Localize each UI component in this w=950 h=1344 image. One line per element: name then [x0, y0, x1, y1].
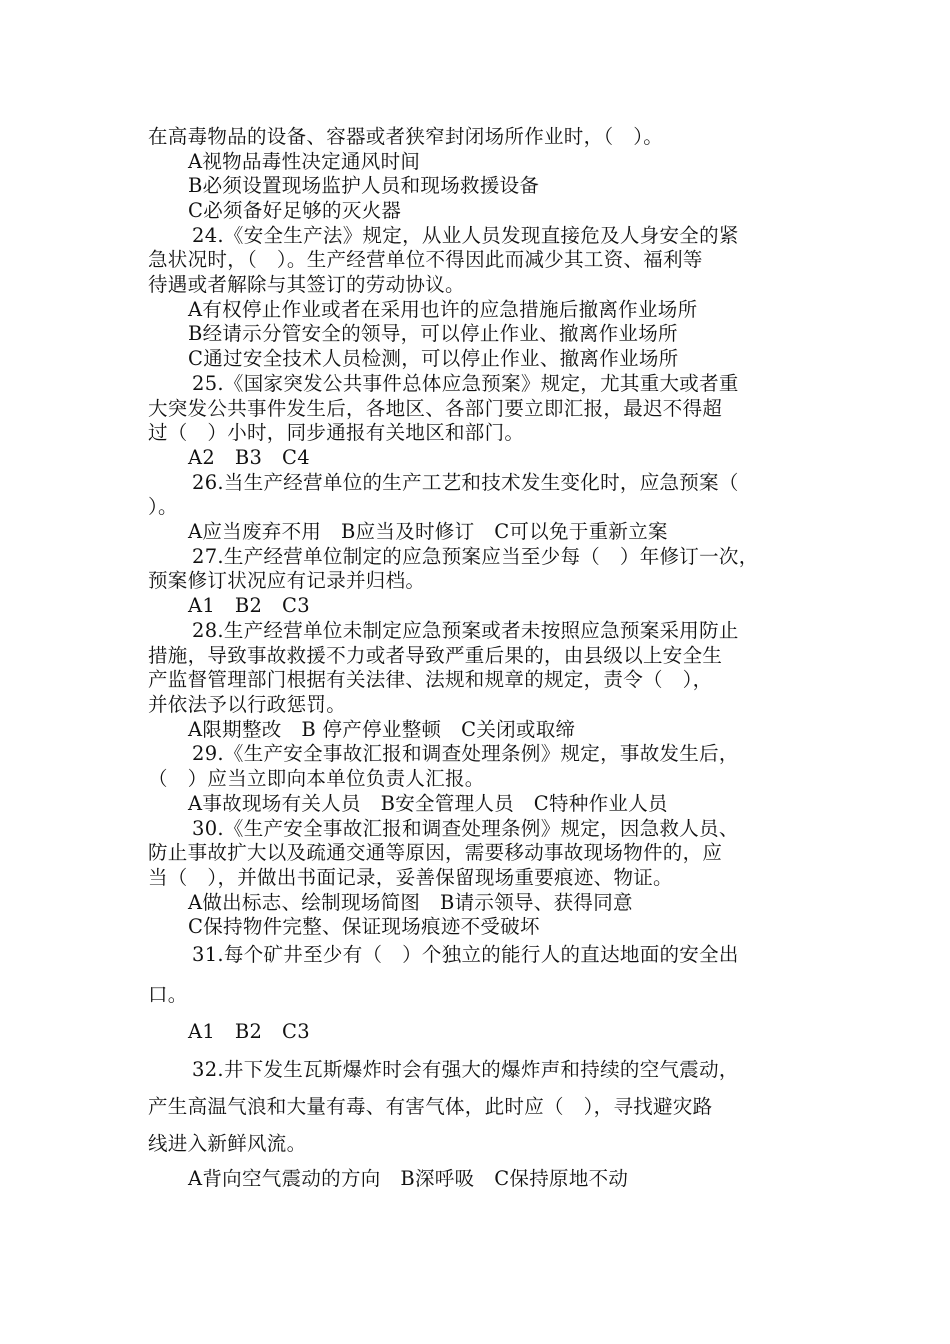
question-28-line-3: 产监督管理部门根据有关法律、法规和规章的规定，责令（ ）， [148, 668, 713, 691]
question-25-line-1: 25.《国家突发公共事件总体应急预案》规定，尤其重大或者重 [192, 372, 739, 395]
question-23-option-a: A视物品毒性决定通风时间 [188, 150, 421, 173]
question-32-line-3: 线进入新鲜风流。 [148, 1132, 307, 1155]
question-24-option-a: A有权停止作业或者在采用也许的应急措施后撤离作业场所 [188, 298, 698, 321]
question-27-line-1: 27.生产经营单位制定的应急预案应当至少每（ ）年修订一次， [192, 545, 759, 568]
question-23-option-c: C必须备好足够的灭火器 [188, 199, 402, 222]
question-24-line-3: 待遇或者解除与其签订的劳动协议。 [148, 273, 465, 296]
question-23-line-1: 在高毒物品的设备、容器或者狭窄封闭场所作业时，（ ）。 [148, 125, 664, 148]
question-32-line-2: 产生高温气浪和大量有毒、有害气体，此时应（ ），寻找避灾路 [148, 1095, 713, 1118]
question-24-line-1: 24.《安全生产法》规定，从业人员发现直接危及人身安全的紧 [192, 224, 739, 247]
question-28-line-2: 措施，导致事故救援不力或者导致严重后果的，由县级以上安全生 [148, 644, 723, 667]
question-25-line-3: 过（ ）小时，同步通报有关地区和部门。 [148, 421, 525, 444]
question-24-option-b: B经请示分管安全的领导，可以停止作业、撤离作业场所 [188, 322, 678, 345]
question-24-line-2: 急状况时，（ ）。生产经营单位不得因此而减少其工资、福利等 [148, 248, 703, 271]
question-30-option-c: C保持物件完整、保证现场痕迹不受破坏 [188, 915, 540, 938]
question-23-option-b: B必须设置现场监护人员和现场救援设备 [188, 174, 540, 197]
question-28-line-1: 28.生产经营单位未制定应急预案或者未按照应急预案采用防止 [192, 619, 739, 642]
question-30-line-3: 当（ ），并做出书面记录，妥善保留现场重要痕迹、物证。 [148, 866, 673, 889]
question-25-options: A2 B3 C4 [188, 446, 310, 469]
question-29-line-1: 29.《生产安全事故汇报和调查处理条例》规定，事故发生后， [192, 742, 739, 765]
question-30-options-ab: A做出标志、绘制现场简图 B请示领导、获得同意 [188, 891, 633, 914]
question-24-option-c: C通过安全技术人员检测，可以停止作业、撤离作业场所 [188, 347, 679, 370]
question-29-options: A事故现场有关人员 B安全管理人员 C特种作业人员 [188, 792, 668, 815]
question-30-line-1: 30.《生产安全事故汇报和调查处理条例》规定，因急救人员、 [192, 817, 739, 840]
question-31-line-2: 口。 [148, 983, 188, 1006]
question-27-options: A1 B2 C3 [188, 594, 310, 617]
question-26-options: A应当废弃不用 B应当及时修订 C可以免于重新立案 [188, 520, 668, 543]
question-31-line-1: 31.每个矿井至少有（ ）个独立的能行人的直达地面的安全出 [192, 943, 739, 966]
question-26-line-2: ）。 [148, 495, 178, 518]
question-28-line-4: 并依法予以行政惩罚。 [148, 693, 347, 716]
question-30-line-2: 防止事故扩大以及疏通交通等原因，需要移动事故现场物件的，应 [148, 841, 723, 864]
question-26-line-1: 26.当生产经营单位的生产工艺和技术发生变化时，应急预案（ [192, 471, 739, 494]
question-31-options: A1 B2 C3 [188, 1020, 310, 1043]
question-32-line-1: 32.井下发生瓦斯爆炸时会有强大的爆炸声和持续的空气震动， [192, 1058, 739, 1081]
question-25-line-2: 大突发公共事件发生后，各地区、各部门要立即汇报，最迟不得超 [148, 397, 723, 420]
question-28-options: A限期整改 B 停产停业整顿 C关闭或取缔 [188, 718, 576, 741]
question-27-line-2: 预案修订状况应有记录并归档。 [148, 569, 426, 592]
question-29-line-2: （ ）应当立即向本单位负责人汇报。 [148, 767, 485, 790]
question-32-options: A背向空气震动的方向 B深呼吸 C保持原地不动 [188, 1167, 629, 1190]
